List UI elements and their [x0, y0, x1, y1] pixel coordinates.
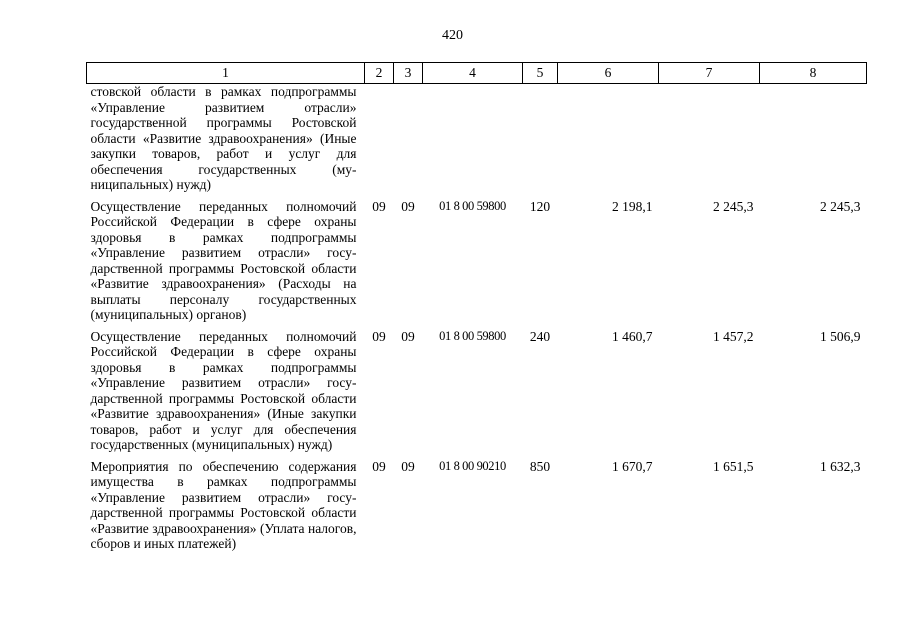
row-section: 09 — [372, 328, 386, 344]
column-header-6: 6 — [558, 63, 659, 84]
column-header-4: 4 — [423, 63, 523, 84]
table-row — [87, 329, 867, 459]
table-row — [87, 199, 867, 329]
row-description: Мероприятия по обеспечению содержания имущества в рамках подпрограммы «Управление развитием отрасли» государственной программы Ростовской области «Развитие здравоохранения» (Уплата налогов, сборов и иных платежей) — [90, 458, 357, 551]
row-expense-type: 120 — [529, 198, 551, 214]
row-subsection: 09 — [401, 458, 415, 474]
column-header-8: 8 — [760, 63, 867, 84]
column-header-7: 7 — [659, 63, 760, 84]
row-amount-year-1 — [558, 84, 659, 199]
row-expense-type — [523, 84, 558, 199]
row-target-article: 01 8 00 90210 — [439, 458, 506, 473]
row-amount-year-1: 1 460,7 — [612, 328, 653, 344]
row-subsection — [394, 84, 423, 199]
page-number: 420 — [442, 28, 463, 43]
row-target-article: 01 8 00 59800 — [439, 328, 506, 343]
row-amount-year-1: 1 670,7 — [612, 458, 653, 474]
row-description: Осуществление переданных полномочий Российской Федерации в сфере охраны здоровья в рамках подпрограммы «Управление развитием отрасли» государственной программы Ростовской области «Развитие здравоохранения» (Иные закупки товаров, работ и услуг для обеспечения государственных (муниципальных) нужд) — [90, 328, 357, 452]
row-amount-year-3: 2 245,3 — [820, 198, 861, 214]
row-description: Осуществление переданных полномочий Российской Федерации в сфере охраны здоровья в рамках подпрограммы «Управление развитием отрасли» государственной программы Ростовской области «Развитие здравоохранения» (Расходы на выплаты персоналу государственных (муниципальных) органов) — [90, 198, 357, 322]
row-section — [365, 84, 394, 199]
row-amount-year-2 — [659, 84, 760, 199]
row-target-article — [423, 84, 523, 199]
row-expense-type: 240 — [529, 328, 551, 344]
header-row — [87, 63, 867, 84]
row-expense-type: 850 — [529, 458, 551, 474]
row-amount-year-2: 1 651,5 — [713, 458, 754, 474]
row-amount-year-2: 2 245,3 — [713, 198, 754, 214]
table-row — [87, 84, 867, 199]
row-amount-year-3: 1 506,9 — [820, 328, 861, 344]
column-header-1: 1 — [87, 63, 365, 84]
table-row — [87, 459, 867, 558]
row-subsection: 09 — [401, 198, 415, 214]
row-subsection: 09 — [401, 328, 415, 344]
row-amount-year-3 — [760, 84, 867, 199]
column-header-2: 2 — [365, 63, 394, 84]
row-amount-year-3: 1 632,3 — [820, 458, 861, 474]
row-section: 09 — [372, 458, 386, 474]
row-target-article: 01 8 00 59800 — [439, 198, 506, 213]
row-section: 09 — [372, 198, 386, 214]
row-amount-year-2: 1 457,2 — [713, 328, 754, 344]
budget-table — [86, 62, 867, 558]
row-amount-year-1: 2 198,1 — [612, 198, 653, 214]
column-header-5: 5 — [523, 63, 558, 84]
row-description: стовской области в рамках подпрограммы «Управление развитием отрасли» государственной программы Ростовской области «Развитие здравоохранения» (Иные закупки товаров, работ и услуг для обеспечения государственных (муниципальных) нужд) — [90, 84, 357, 192]
column-header-3: 3 — [394, 63, 423, 84]
